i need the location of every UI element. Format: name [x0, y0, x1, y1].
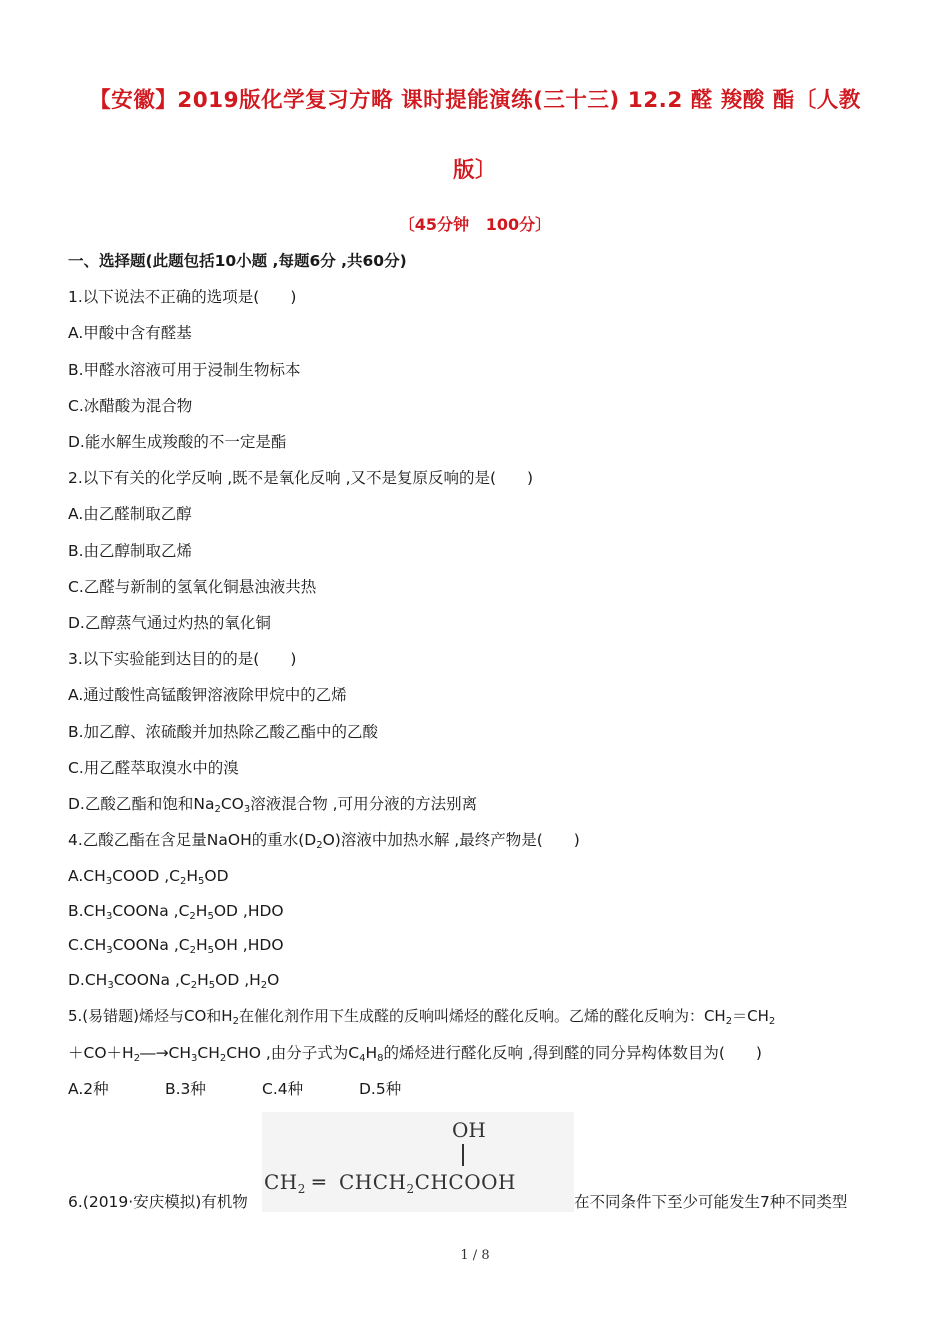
- document-title: 【安徽】2019版化学复习方略 课时提能演练(三十三) 12.2 醛 羧酸 酯〔人教: [89, 88, 861, 113]
- question-5-option-d: D.5种: [359, 1080, 402, 1098]
- question-4-option-d: $D.CH_3COONa$ $,C_2H_5OD$ $,H_2O$: [68, 971, 280, 991]
- question-4-option-b: $B.CH_3COONa$ $,C_2H_5OD$ ,HDO: [68, 902, 284, 922]
- question-5-option-a: A.2种: [68, 1080, 109, 1098]
- question-5-options: [68, 1079, 456, 1099]
- page-number: 1 / 8: [460, 1248, 490, 1263]
- question-5-stem-line2: $+CO+H_2―\to CH_3CH_2CHO$ ,由分子式为$C_4H_8$的烯烃进行醛化反响 ,得到醛的同分异构体数目为( ): [68, 1044, 762, 1064]
- question-2-option-a: A.由乙醛制取乙醇: [68, 505, 192, 523]
- structural-formula-image: [262, 1112, 574, 1212]
- question-3-option-c: C.用乙醛萃取溴水中的溴: [68, 759, 239, 777]
- question-1-option-b: B.甲醛水溶液可用于浸制生物标本: [68, 361, 301, 379]
- question-4-stem: 4.乙酸乙酯在含足量NaOH的重水$(D_2O)$溶液中加热水解 ,最终产物是( ): [68, 831, 580, 851]
- question-2-option-b: B.由乙醇制取乙烯: [68, 542, 193, 560]
- question-2-option-d: D.乙醇蒸气通过灼热的氧化铜: [68, 614, 271, 632]
- question-3-option-b: B.加乙醇、浓硫酸并加热除乙酸乙酯中的乙酸: [68, 723, 379, 741]
- time-score-subtitle: 〔45分钟 100分〕: [398, 215, 552, 234]
- question-5-option-c: C.4种: [262, 1080, 304, 1098]
- hydroxyl-group-label: OH: [452, 1118, 486, 1142]
- question-2-stem: 2.以下有关的化学反响 ,既不是氧化反响 ,又不是复原反响的是( ): [68, 469, 534, 487]
- question-4-option-c: $C.CH_3COONa$ $,C_2H_5OH$ ,HDO: [68, 936, 284, 956]
- question-5-stem-line1: 5.(易错题)烯烃与CO和$H_2$在催化剂作用下生成醛的反响叫烯烃的醛化反响。乙烯的醛化反响为：$CH_2=CH_2$: [68, 1007, 776, 1027]
- question-6-stem-start: 6.(2019·安庆模拟)有机物: [68, 1193, 248, 1211]
- question-1-option-c: C.冰醋酸为混合物: [68, 397, 193, 415]
- question-3-option-d: D.乙酸乙酯和饱和$Na_2CO_3$溶液混合物 ,可用分液的方法别离: [68, 795, 478, 815]
- question-5-option-b: B.3种: [165, 1080, 206, 1098]
- section-heading: 一、选择题(此题包括10小题 ,每题6分 ,共60分): [68, 252, 407, 270]
- question-3-option-a: A.通过酸性高锰酸钾溶液除甲烷中的乙烯: [68, 686, 347, 704]
- question-1-option-a: A.甲酸中含有醛基: [68, 324, 192, 342]
- question-1-stem: 1.以下说法不正确的选项是( ): [68, 288, 297, 306]
- single-bond-line: [462, 1144, 464, 1166]
- question-3-stem: 3.以下实验能到达目的的是( ): [68, 650, 297, 668]
- question-4-option-a: $A.CH_3COOD$ $,C_2H_5OD$: [68, 867, 229, 887]
- question-2-option-c: C.乙醛与新制的氢氧化铜悬浊液共热: [68, 578, 317, 596]
- carbon-chain-formula: $CH_2$ ═ $CHCH_2CHCOOH$: [264, 1170, 516, 1196]
- document-title-continued: 版〕: [452, 158, 497, 183]
- question-1-option-d: D.能水解生成羧酸的不一定是酯: [68, 433, 287, 451]
- question-6-stem-end: 在不同条件下至少可能发生7种不同类型: [574, 1193, 848, 1211]
